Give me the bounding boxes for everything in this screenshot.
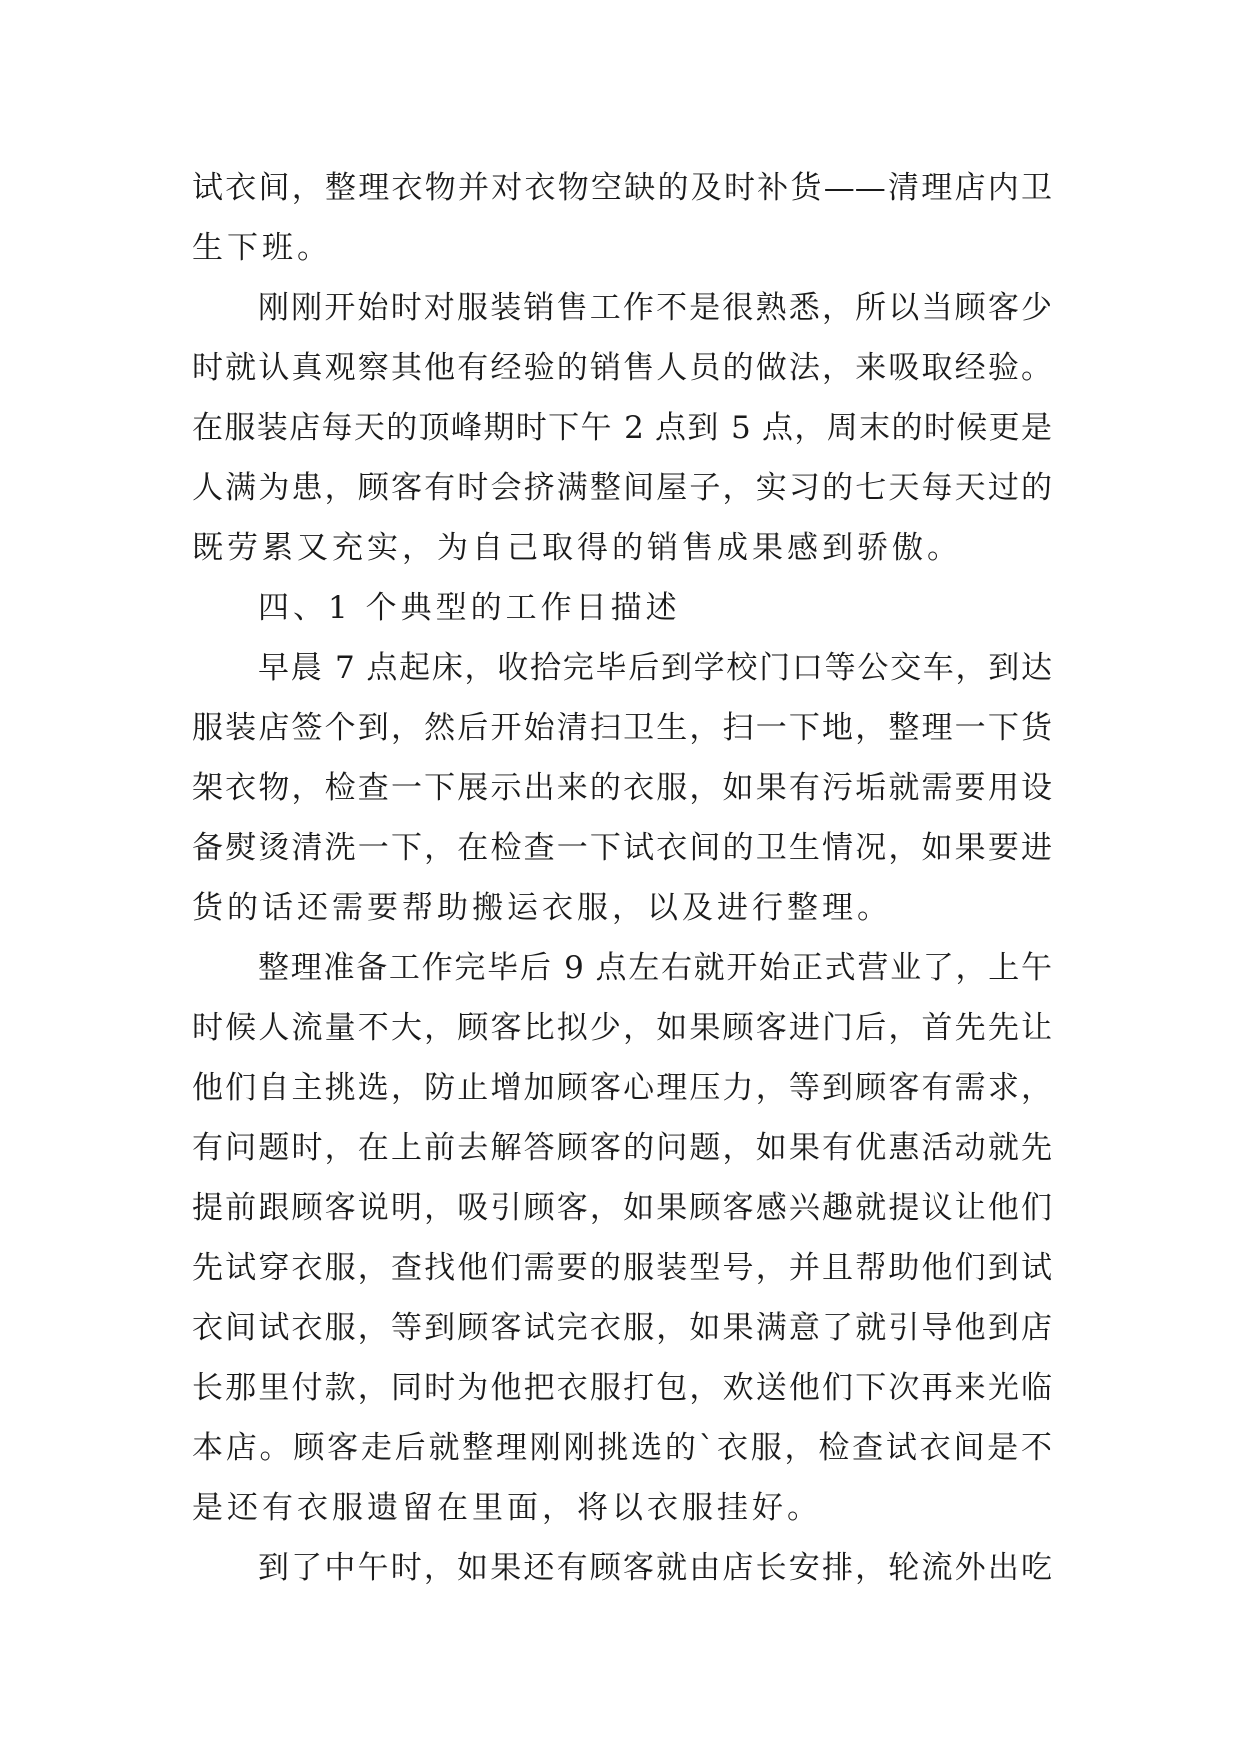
text-line: 本店。顾客走后就整理刚刚挑选的`衣服，检查试衣间是不 — [192, 1430, 1052, 1466]
text-line: 试衣间，整理衣物并对衣物空缺的及时补货——清理店内卫 — [192, 170, 1052, 206]
text-line: 货的话还需要帮助搬运衣服，以及进行整理。 — [192, 890, 892, 926]
text-line: 服装店签个到，然后开始清扫卫生，扫一下地，整理一下货 — [192, 710, 1052, 746]
text-line: 时候人流量不大，顾客比拟少，如果顾客进门后，首先先让 — [192, 1010, 1052, 1046]
paragraph-start-line: 到了中午时，如果还有顾客就由店长安排，轮流外出吃 — [258, 1550, 1052, 1586]
text-line: 人满为患，顾客有时会挤满整间屋子，实习的七天每天过的 — [192, 470, 1052, 506]
text-line: 他们自主挑选，防止增加顾客心理压力，等到顾客有需求， — [192, 1070, 1052, 1106]
paragraph-start-line: 刚刚开始时对服装销售工作不是很熟悉，所以当顾客少 — [258, 290, 1052, 326]
text-line: 有问题时，在上前去解答顾客的问题，如果有优惠活动就先 — [192, 1130, 1052, 1166]
text-line: 是还有衣服遗留在里面，将以衣服挂好。 — [192, 1490, 822, 1526]
text-line: 在服装店每天的顶峰期时下午 2 点到 5 点，周末的时候更是 — [192, 410, 1052, 446]
text-line: 既劳累又充实，为自己取得的销售成果感到骄傲。 — [192, 530, 962, 566]
text-line: 时就认真观察其他有经验的销售人员的做法，来吸取经验。 — [192, 350, 1052, 386]
text-line: 衣间试衣服，等到顾客试完衣服，如果满意了就引导他到店 — [192, 1310, 1052, 1346]
text-line: 架衣物，检查一下展示出来的衣服，如果有污垢就需要用设 — [192, 770, 1052, 806]
document-body — [192, 158, 1052, 1598]
paragraph-start-line: 整理准备工作完毕后 9 点左右就开始正式营业了，上午 — [258, 950, 1052, 986]
text-line: 生下班。 — [192, 230, 332, 266]
section-heading: 四、1 个典型的工作日描述 — [258, 590, 681, 626]
text-line: 提前跟顾客说明，吸引顾客，如果顾客感兴趣就提议让他们 — [192, 1190, 1052, 1226]
text-line: 备熨烫清洗一下，在检查一下试衣间的卫生情况，如果要进 — [192, 830, 1052, 866]
paragraph-start-line: 早晨 7 点起床，收拾完毕后到学校门口等公交车，到达 — [258, 650, 1052, 686]
text-line: 长那里付款，同时为他把衣服打包，欢送他们下次再来光临 — [192, 1370, 1052, 1406]
text-line: 先试穿衣服，查找他们需要的服装型号，并且帮助他们到试 — [192, 1250, 1052, 1286]
